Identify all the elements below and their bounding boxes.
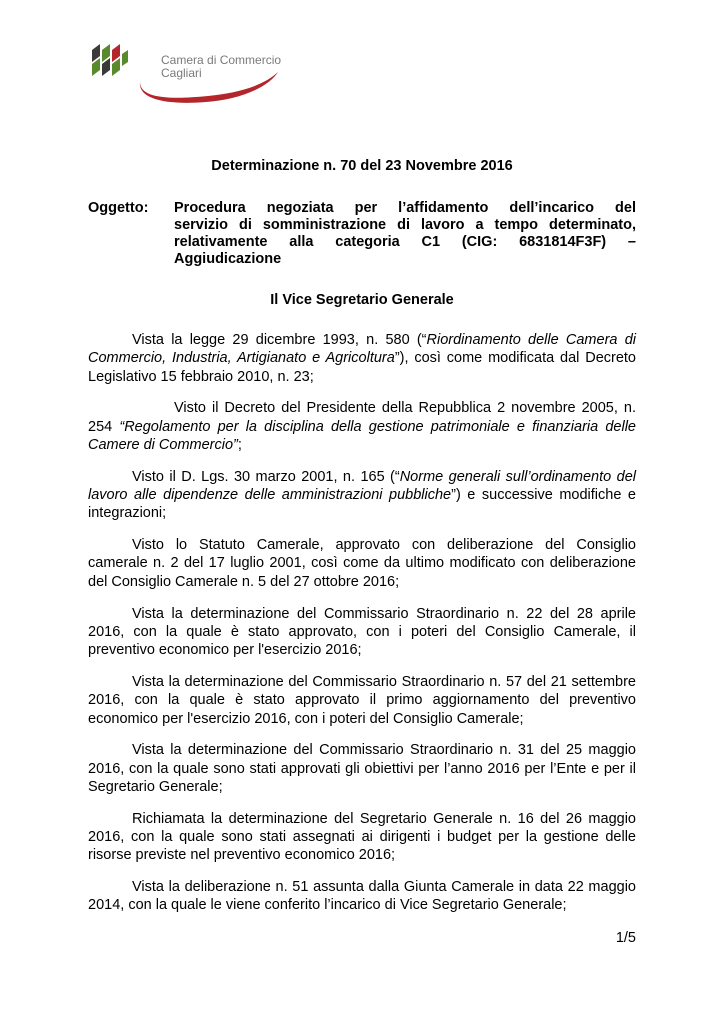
italic-run: Norme generali sull’ordinamento del (399, 468, 636, 485)
paragraph (88, 878, 636, 915)
text-run: ; (237, 436, 242, 453)
paragraph-line: del Consiglio Camerale n. 5 del 27 ottobre 2016; (88, 573, 400, 590)
text-run: Vista la legge 29 dicembre 1993, n. 580 (“ (132, 332, 427, 348)
paragraph-line: camerale n. 2 del 17 luglio 2001, così come da ultimo modificato con deliberazione (88, 555, 636, 572)
paragraph-line: Vista la deliberazione n. 51 assunta dalla Giunta Camerale in data 22 maggio (132, 879, 636, 896)
logo-text-line1: Camera di Commercio (161, 53, 282, 67)
paragraph-line: Legislativo 15 febbraio 2010, n. 23; (88, 368, 314, 385)
subject-line: Aggiudicazione (174, 251, 282, 267)
paragraph (88, 605, 636, 660)
paragraph-line: risorse previste nel preventivo economico 2016; (88, 847, 396, 864)
paragraph (88, 536, 636, 591)
document-body (88, 331, 636, 928)
signatory-heading: Il Vice Segretario Generale (270, 292, 454, 308)
paragraph-line: Visto lo Statuto Camerale, approvato con deliberazione del Consiglio (132, 537, 636, 554)
subject-line: Procedura negoziata per l’affidamento dell’incarico del (174, 200, 636, 216)
paragraph (88, 741, 636, 796)
paragraph-line: Vista la determinazione del Commissario Straordinario n. 31 del 25 maggio (132, 742, 636, 759)
italic-run: Camere di Commercio” (88, 436, 238, 453)
paragraph-line: 2016, con la quale sono stati assegnati ai dirigenti i budget per la gestione delle (88, 829, 636, 846)
paragraph-line: preventivo economico per l'esercizio 2016; (88, 642, 362, 659)
subject-text (174, 200, 636, 268)
paragraph-line (88, 418, 636, 436)
paragraph-line: Segretario Generale; (88, 778, 223, 795)
paragraph-line: Vista la determinazione del Commissario Straordinario n. 22 del 28 aprile (132, 605, 636, 622)
subject-line: relativamente alla categoria C1 (CIG: 6831814F3F) – (174, 234, 636, 250)
logo-text-line2: Cagliari (161, 66, 202, 80)
paragraph-line (88, 349, 636, 367)
paragraph-line: Vista la determinazione del Commissario Straordinario n. 57 del 21 settembre (132, 673, 636, 690)
paragraph-line: 2016, con la quale è stato approvato, con i poteri del Consiglio Camerale, il (88, 623, 636, 640)
paragraph-line: 2014, con la quale le viene conferito l’incarico di Vice Segretario Generale; (88, 897, 567, 914)
italic-run: Riordinamento delle Camera di (426, 332, 636, 348)
paragraph-line: integrazioni; (88, 505, 167, 522)
subject-label: Oggetto: (88, 200, 149, 216)
paragraph (88, 810, 636, 865)
paragraph-line (88, 436, 636, 454)
italic-run: Commercio, Industria, Artigianato e Agricoltura (88, 350, 395, 367)
paragraph (88, 399, 636, 454)
paragraph-line: 2016, con la quale sono stati approvati gli obiettivi per l’anno 2016 per l’Ente e per il (88, 760, 636, 777)
text-run: 254 (88, 418, 120, 435)
page-number: 1/5 (615, 930, 636, 946)
paragraph-line: 2016, con la quale è stato approvato il primo aggiornamento del preventivo (88, 692, 636, 709)
paragraph-line (88, 331, 636, 349)
header-logo (88, 42, 288, 104)
paragraph-line: economico per l'esercizio 2016, con i poteri del Consiglio Camerale; (88, 710, 524, 727)
paragraph-line (88, 468, 636, 486)
text-run: Visto il D. Lgs. 30 marzo 2001, n. 165 (“ (132, 468, 400, 485)
paragraph-line: Visto il Decreto del Presidente della Repubblica 2 novembre 2005, n. (174, 400, 636, 417)
italic-run: lavoro alle dipendenze delle amministrazioni pubbliche (88, 487, 452, 504)
text-run: ”) e successive modifiche e (451, 487, 636, 504)
paragraph (88, 468, 636, 523)
document-title: Determinazione n. 70 del 23 Novembre 2016 (211, 158, 513, 174)
paragraph-line: Richiamata la determinazione del Segretario Generale n. 16 del 26 maggio (132, 810, 636, 827)
paragraph (88, 331, 636, 386)
subject-line: servizio di somministrazione di lavoro a tempo determinato, (174, 217, 636, 233)
italic-run: “Regolamento per la disciplina della gestione patrimoniale e finanziaria delle (119, 418, 636, 435)
paragraph (88, 673, 636, 728)
paragraph-line (88, 486, 636, 504)
text-run: ”), così come modificata dal Decreto (394, 350, 636, 367)
